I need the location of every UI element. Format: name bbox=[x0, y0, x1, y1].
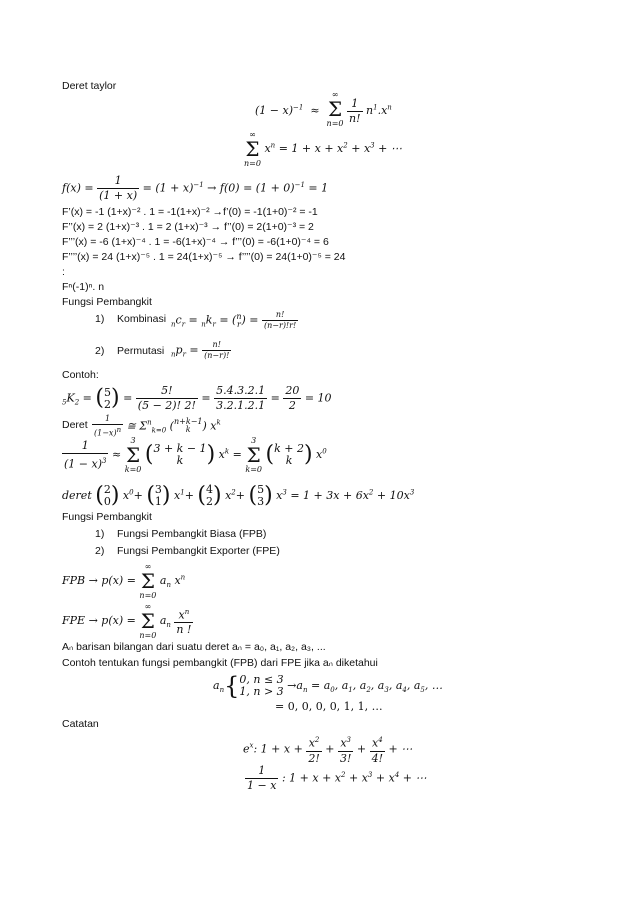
piecewise-values: = 0, 0, 0, 0, 1, 1, … bbox=[275, 700, 383, 713]
derivative-line-4: F’’’’(x) = 24 (1+x)⁻⁵ . 1 = 24(1+x)⁻⁵ → f’’’’(0) = 24(1+0)⁻⁵ = 24 bbox=[62, 251, 346, 263]
piecewise-equation: $a_n\{0$, n ≤ 3 1, $n > 3 \to a_n = a_0$, $a_1$, $a_2$, $a_3$, $a_4$, $a_5$, … bbox=[213, 672, 443, 700]
list1-label-1: Kombinasi bbox=[117, 313, 167, 325]
permutasi-formula: $_np_r$ = $\frac{n!}{(n-r)!}$ bbox=[171, 340, 230, 360]
derivative-line-3: F’’’(x) = -6 (1+x)⁻⁴ . 1 = -6(1+x)⁻⁴ → f’’’(0) = -6(1+0)⁻⁴ = 6 bbox=[62, 236, 329, 248]
list1-num-1: 1) bbox=[95, 313, 105, 325]
ellipsis-line: : bbox=[62, 266, 65, 278]
deret-label: Deret bbox=[62, 419, 88, 431]
list2-num-1: 1) bbox=[95, 528, 105, 540]
fpe-equation: FPE → p(x) = ∞ Σ n=0 $a_n$ $\frac{x^n}{n !}$ bbox=[62, 602, 192, 640]
geometric-series: $\frac{1}{1 - x}$ : $1 + x + x^2 + x^3 + x^4$ + ⋯ bbox=[247, 764, 427, 792]
list2-label-1: Fungsi Pembangkit Biasa (FPB) bbox=[117, 528, 267, 540]
fungsi-pembangkit-heading-1: Fungsi Pembangkit bbox=[62, 296, 152, 308]
catatan-label: Catatan bbox=[62, 718, 99, 730]
list2-num-2: 2) bbox=[95, 545, 105, 557]
kombinasi-formula: $_nc_r = _nk_r = (n$ r) = $\frac{n!}{(n-r)!r!}$ bbox=[171, 310, 297, 330]
deret-formula: $\frac{1}{(1-x)^n}$ ≅ $\Sigma^n_{k=0}$ (n+k−1 k ) $x^k$ bbox=[94, 414, 221, 438]
derivative-line-2: F’’(x) = 2 (1+x)⁻³ . 1 = 2 (1+x)⁻³ → f’’(0) = 2(1+0)⁻³ = 2 bbox=[62, 221, 314, 233]
fpb-equation: FPB → p(x) = ∞ Σ n=0 $a_n$ $x^n$ bbox=[62, 562, 186, 600]
deret-equation-3: deret (2 0) $x^0+ (3$ 1) $x^1+ (4$ 2) $x^2+ (5$ 3) $x^3 = 1 + 3x + 6x^2 + 10x^3$ bbox=[62, 483, 415, 508]
contoh-equation: $_5K_2 = (5$ 2) = $\frac{5!}{(5 - 2)! 2!}$ = $\frac{5.4.3.2.1}{3.2.1.2.1}$ = $\frac{20}{2}$ = 10 bbox=[62, 384, 332, 412]
deret-equation-2: $\frac{1}{(1 - x)^3}$ ≈ 3 Σ k=0 (3 + k − 1 k ) $x^k$ = 3 Σ k=0 (k + 2 k ) $x^0$ bbox=[64, 436, 327, 474]
general-term-line: Fⁿ(-1)ⁿ. n bbox=[62, 281, 105, 293]
taylor-equation-2: ∞ Σ n=0 $x^n = 1 + x + x^2 + x^3$ + ⋯ bbox=[244, 130, 402, 168]
section-title: Deret taylor bbox=[62, 80, 117, 92]
an-description: Aₙ barisan bilangan dari suatu deret aₙ = a₀, a₁, a₂, a₃, ... bbox=[62, 641, 326, 653]
contoh-label: Contoh: bbox=[62, 369, 99, 381]
derivative-line-1: F’(x) = -1 (1+x)⁻² . 1 = -1(1+x)⁻² →f’(0) = -1(1+0)⁻² = -1 bbox=[62, 206, 318, 218]
exponential-series: $e^x$: 1 + x + $\frac{x^2}{2!}$ + $\frac{x^3}{3!}$ + $\frac{x^4}{4!}$ + ⋯ bbox=[243, 736, 413, 765]
list1-label-2: Permutasi bbox=[117, 345, 165, 357]
function-equation: f(x) = $\frac{1}{(1 + x)}$ = $(1 + x)^{-1} \to f(0) = (1 + 0)^{-1} = 1$ bbox=[62, 174, 329, 202]
list2-label-2: Fungsi Pembangkit Exporter (FPE) bbox=[117, 545, 280, 557]
contoh-fpb-fpe: Contoh tentukan fungsi pembangkit (FPB) dari FPE jika aₙ diketahui bbox=[62, 657, 378, 669]
fungsi-pembangkit-heading-2: Fungsi Pembangkit bbox=[62, 511, 152, 523]
taylor-equation-1: $(1 - x)^{-1}$ ≈ ∞ Σ n=0 $\frac{1}{n!}$ $n^1.x^n$ bbox=[255, 90, 392, 128]
list1-num-2: 2) bbox=[95, 345, 105, 357]
